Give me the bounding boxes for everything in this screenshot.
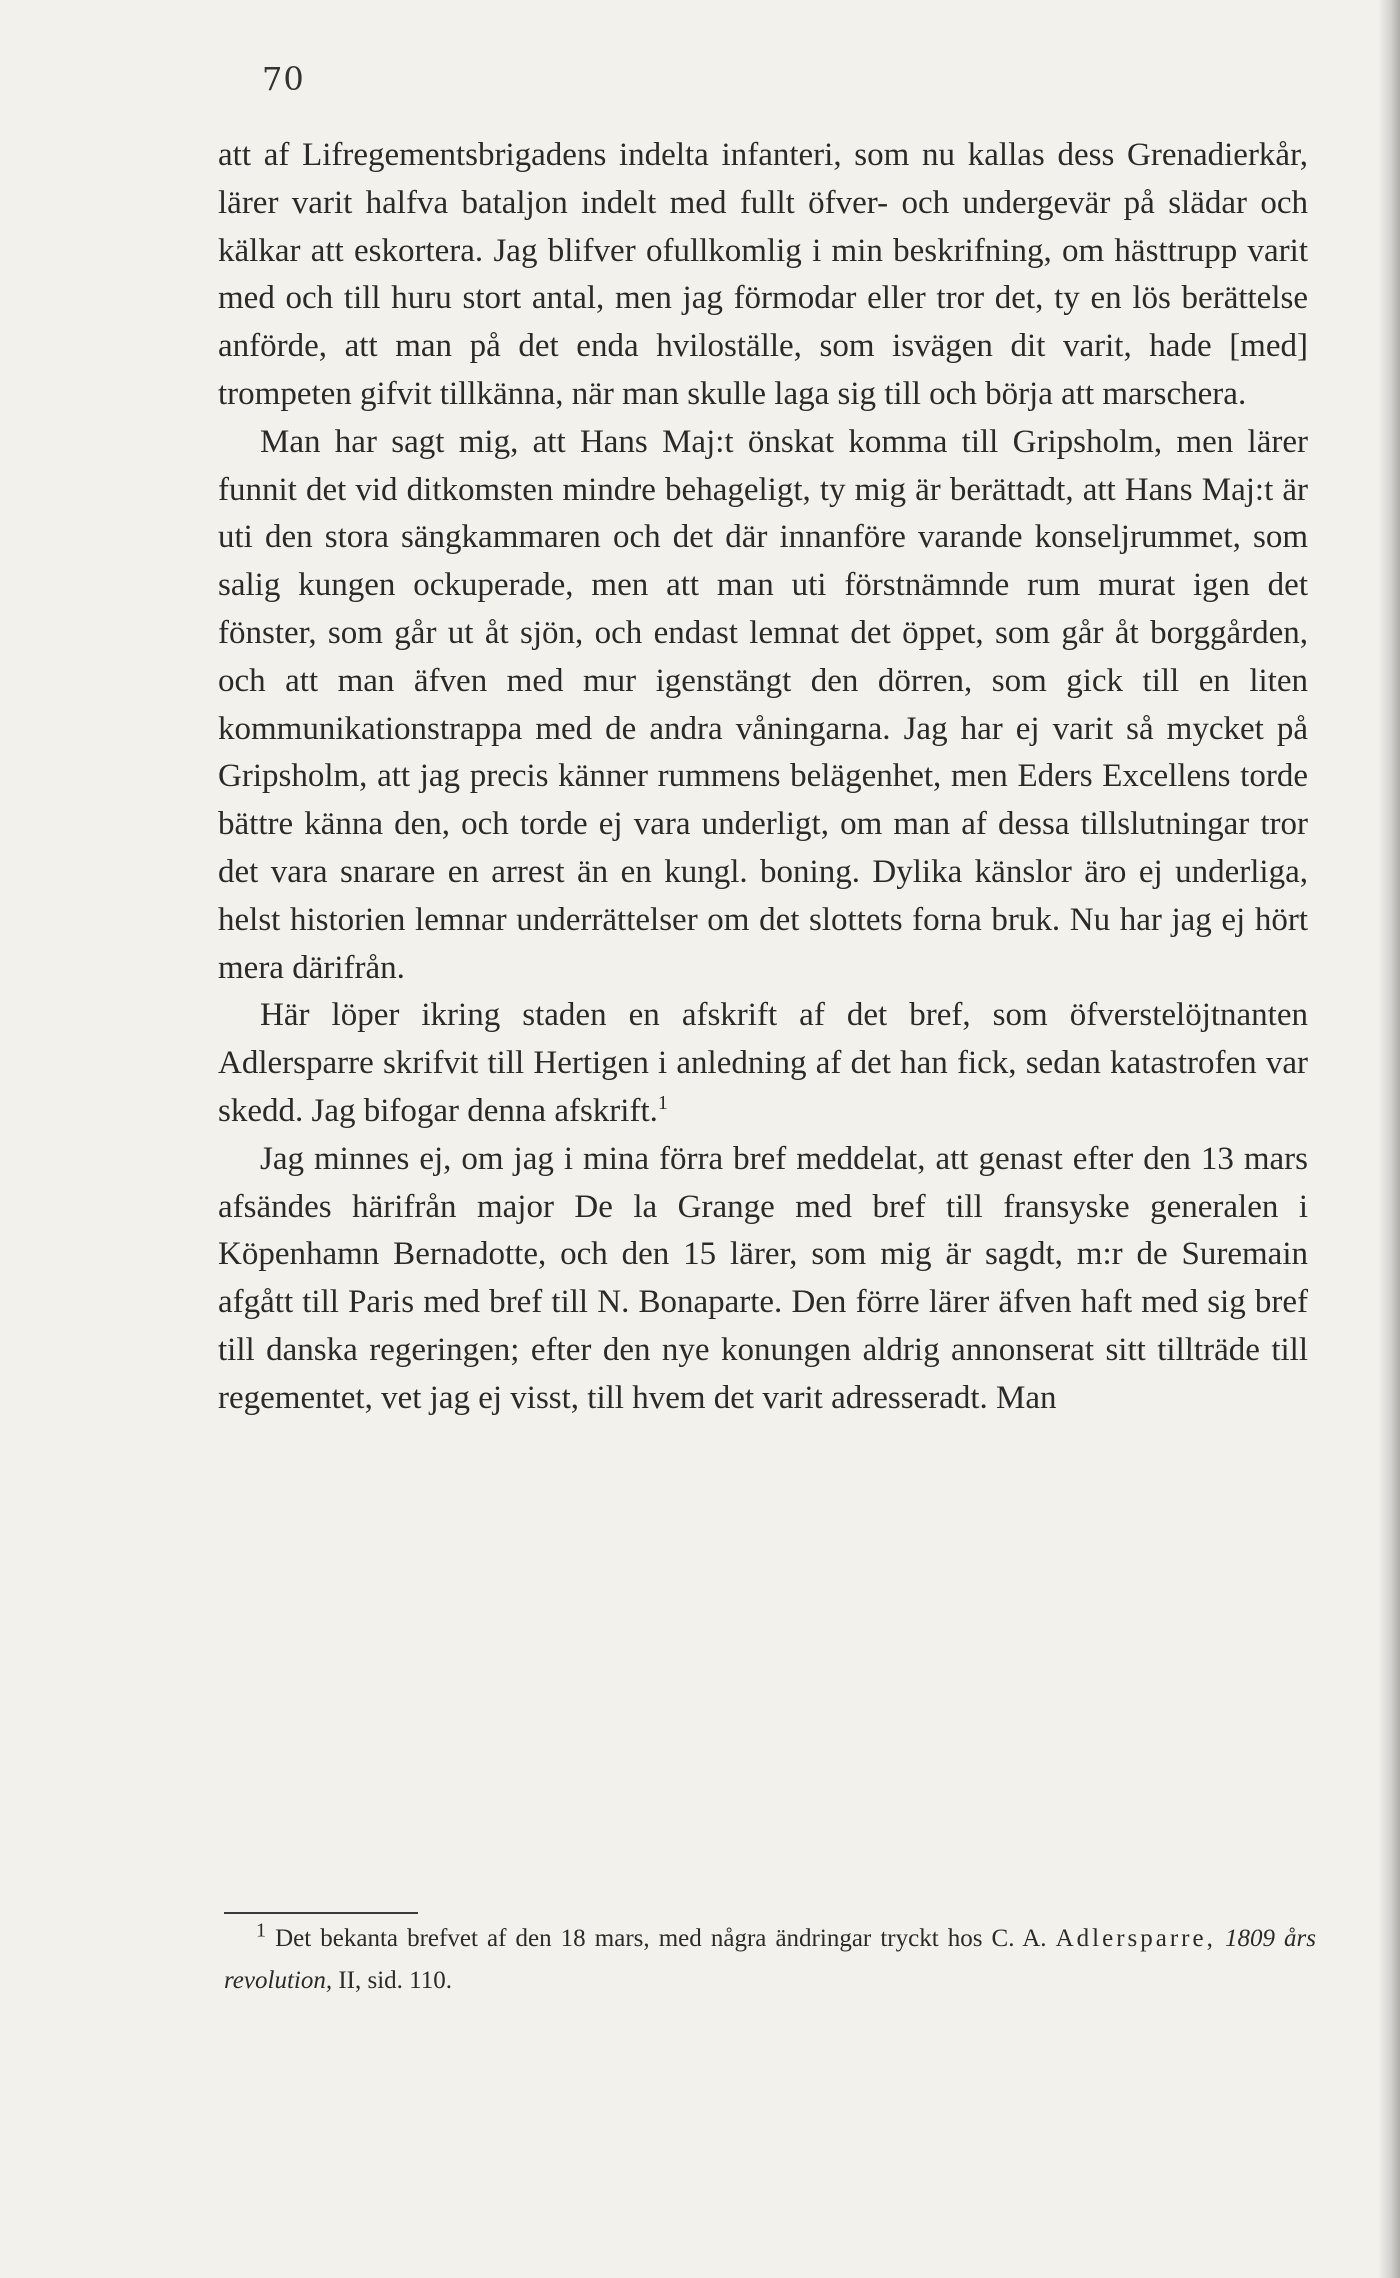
footnote-title: 1809 års revolution, (224, 1925, 1316, 1994)
paragraph-2: Man har sagt mig, att Hans Maj:t önskat komma till Gripsholm, men lärer funnit det vid ditkomsten mindre behageligt, ty mig är berättadt, att Hans Maj:t är uti den stora sängkammaren och det där innanföre varande konseljrummet, som salig kungen ockuperade, men att man uti förstnämnde rum murat igen det fönster, som går ut åt sjön, och endast lemnat det öppet, som går åt borggården, och att man äfven med mur igenstängt den dörren, som gick till en liten kommunikationstrappa med de andra våningarna. Jag har ej varit så mycket på Gripsholm, att jag precis känner rummens belägenhet, men Eders Excellens torde bättre känna den, och torde ej vara underligt, om man af dessa tillslutningar tror det vara snarare en arrest än en kungl. boning. Dylika känslor äro ej underliga, helst historien lemnar underrättelser om det slottets forna bruk. Nu har jag ej hört mera därifrån. (218, 423, 1308, 986)
footnote-reference: 1 (657, 1091, 668, 1114)
footnote-mark: 1 (256, 1919, 266, 1942)
footnote-text-b: II, sid. 110. (338, 1967, 452, 1994)
paragraph-3 (218, 992, 1308, 1135)
page-number: 70 (262, 60, 305, 98)
paragraph-1: att af Lifregementsbrigadens indelta infanteri, som nu kallas dess Grenadierkår, lärer varit halfva bataljon indelt med fullt öfver- och undergevär på slädar och kälkar att eskortera. Jag blifver ofullkomlig i min beskrifning, om hästtrupp varit med och till huru stort antal, men jag förmodar eller tror det, ty en lös berättelse anförde, att man på det enda hviloställe, som isvägen dit varit, hade [med] trompeten gifvit tillkänna, när man skulle laga sig till och börja att marschera. (218, 137, 1308, 412)
body-text (218, 132, 1308, 1423)
paragraph-4: Jag minnes ej, om jag i mina förra bref meddelat, att genast efter den 13 mars afsändes härifrån major De la Grange med bref till fransyske generalen i Köpenhamn Bernadotte, och den 15 lärer, som mig är sagdt, m:r de Suremain afgått till Paris med bref till N. Bonaparte. Den förre lärer äfven haft med sig bref till danska regeringen; efter den nye konungen aldrig annonserat sitt tillträde till regementet, vet jag ej visst, till hvem det varit adresseradt. Man (218, 1140, 1308, 1416)
page-edge-shadow (1378, 0, 1400, 2278)
footnote-author: Adlersparre, (1055, 1925, 1216, 1952)
footnote-text-a: Det bekanta brefvet af den 18 mars, med några ändringar tryckt hos C. A. (275, 1925, 1047, 1952)
paragraph-3-text: Här löper ikring staden en afskrift af det bref, som öfverstelöjtnanten Adlersparre skrifvit till Hertigen i anledning af det han fick, sedan katastrofen var skedd. Jag bifogar denna afskrift. (218, 997, 1308, 1129)
footnote-text (224, 1918, 1316, 2002)
footnote (224, 1918, 1316, 2002)
footnote-rule (224, 1912, 418, 1914)
